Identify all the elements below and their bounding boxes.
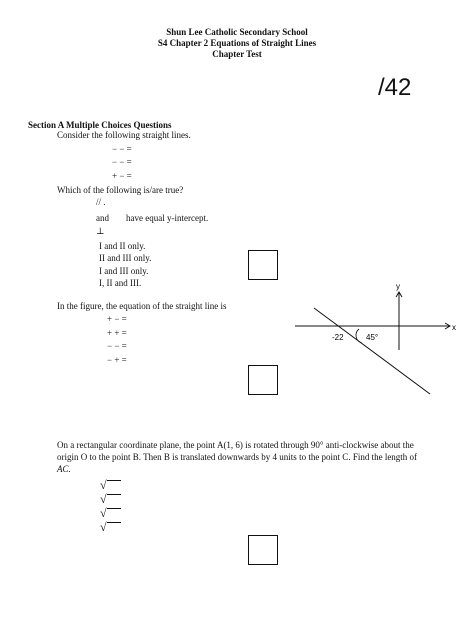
q1-statement-2a: and	[96, 213, 109, 223]
q3-line-2: origin O to the point B. Then B is translated downwards by 4 units to the point C. Find the length of	[57, 452, 418, 462]
q1-option-c: I and III only.	[99, 266, 149, 276]
q3-text-line-1	[57, 440, 414, 451]
q1-statement-3: ⊥	[96, 226, 105, 236]
angle-label: 45°	[366, 333, 379, 342]
q3-option-c-root: √	[100, 506, 107, 520]
chapter-title: S4 Chapter 2 Equations of Straight Lines	[157, 38, 317, 48]
q2-graph	[290, 280, 460, 405]
section-title: Section A Multiple Choices Questions	[28, 120, 172, 130]
school-name: Shun Lee Catholic Secondary School	[166, 27, 308, 37]
test-title: Chapter Test	[212, 49, 262, 59]
q1-option-d: I, II and III.	[99, 278, 142, 288]
x-axis-label: x	[452, 323, 456, 332]
q1-statement-2b: have equal y-intercept.	[126, 213, 209, 223]
q3-answer-box[interactable]	[248, 535, 278, 565]
q3-option-c	[100, 506, 121, 520]
q3-option-d	[100, 520, 121, 534]
q3-option-a-bar	[107, 480, 121, 481]
q3-option-b-root: √	[100, 492, 107, 506]
q2-option-c: − − =	[107, 341, 127, 351]
y-axis-label: y	[396, 282, 400, 291]
q2-option-d: − + =	[107, 355, 127, 365]
q3-option-b-bar	[107, 494, 121, 495]
q2-stem: In the figure, the equation of the straight line is	[57, 301, 227, 311]
q3-option-d-root: √	[100, 520, 107, 534]
q2-option-a: + − =	[107, 314, 127, 324]
q3-line-1: On a rectangular coordinate plane, the point A(1, 6) is rotated through 90° anti-clockwise about the	[57, 440, 414, 450]
q3-option-a-root: √	[100, 478, 107, 492]
q3-option-b	[100, 492, 121, 506]
slanted-line	[314, 308, 430, 394]
q1-line-2: − − =	[112, 157, 132, 167]
q1-answer-box[interactable]	[248, 250, 278, 280]
q1-line-3: + − =	[112, 171, 132, 181]
q3-option-d-bar	[107, 522, 121, 523]
q3-line-3: AC.	[57, 464, 71, 474]
q2-option-b: + + =	[107, 328, 127, 338]
q3-option-a	[100, 478, 121, 492]
q2-answer-box[interactable]	[248, 365, 278, 395]
score-total: /42	[378, 74, 412, 101]
q1-line-1: − − =	[112, 144, 132, 154]
q1-stem: Consider the following straight lines.	[57, 130, 191, 140]
intercept-label: -22	[332, 333, 344, 342]
q3-text-line-2	[57, 452, 417, 463]
q1-option-b: II and III only.	[99, 253, 152, 263]
q1-statement-1: // .	[96, 197, 106, 207]
q3-option-c-bar	[107, 508, 121, 509]
q1-question: Which of the following is/are true?	[57, 185, 184, 195]
q1-option-a: I and II only.	[99, 241, 146, 251]
